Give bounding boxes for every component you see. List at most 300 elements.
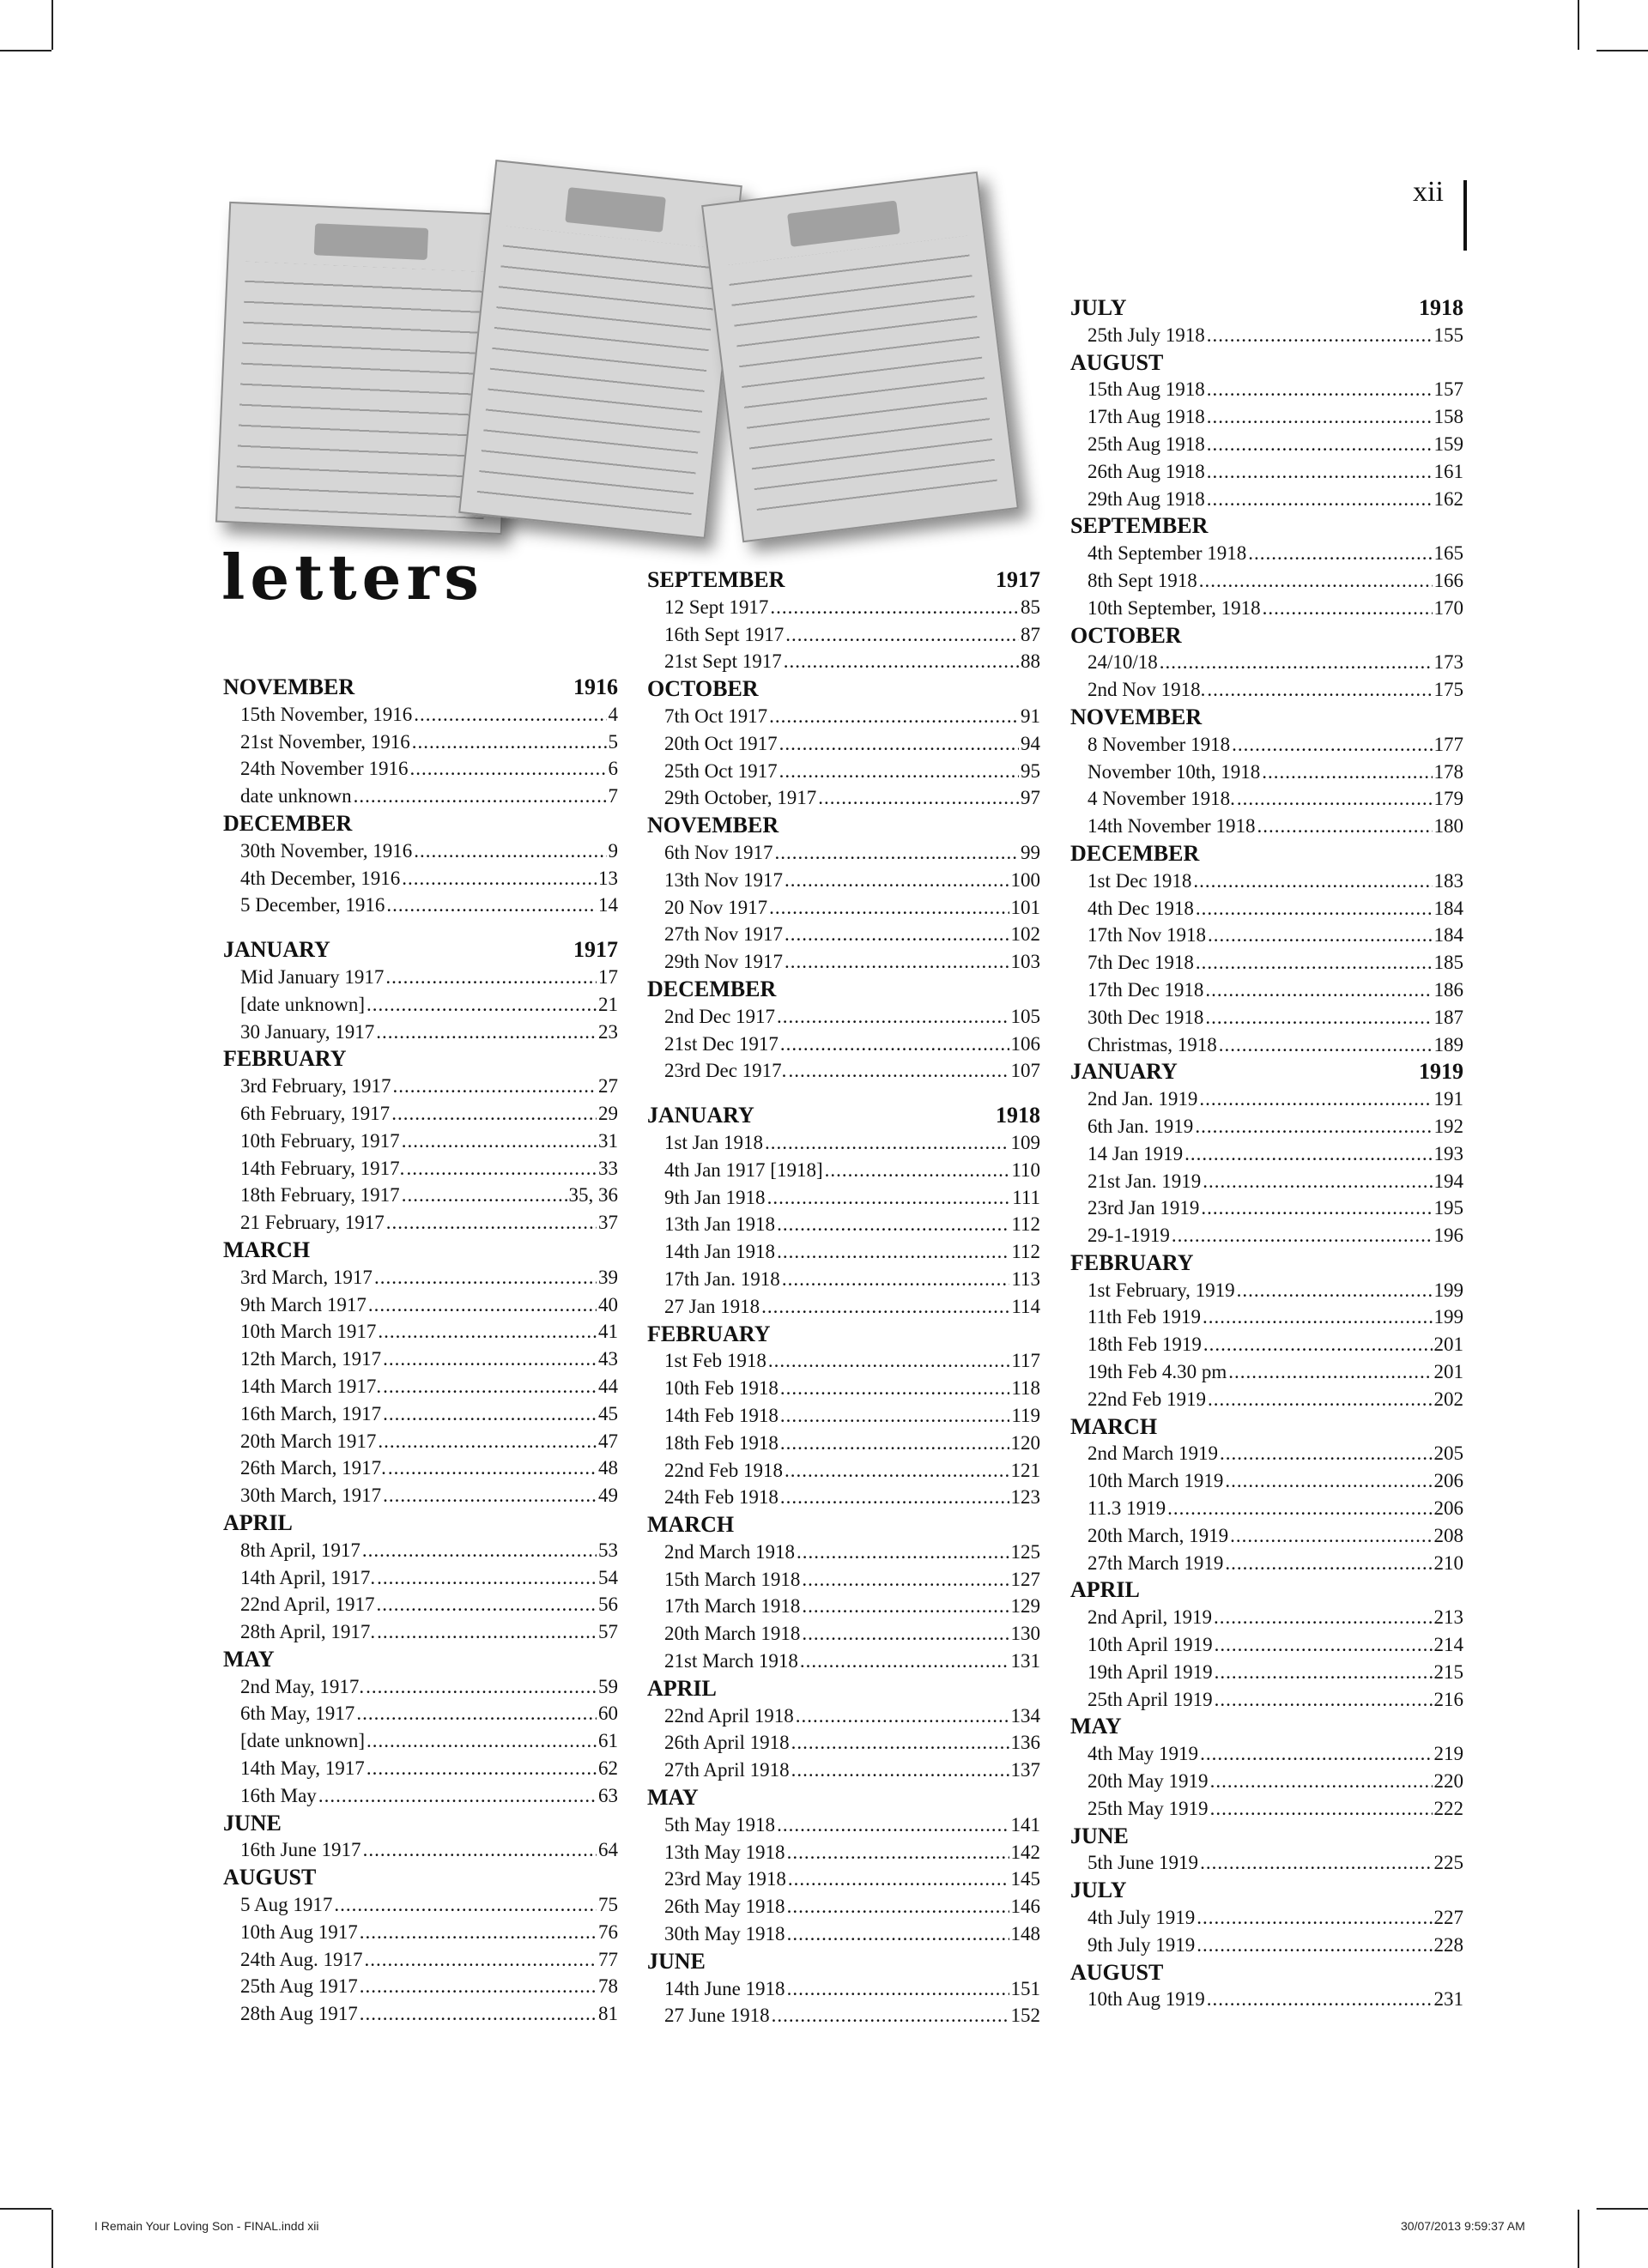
letter-date: 1st February, 1919 bbox=[1088, 1279, 1235, 1301]
page-ref: 222 bbox=[1433, 1797, 1463, 1819]
dot-leader bbox=[377, 1564, 597, 1592]
page-ref: 85 bbox=[1021, 596, 1040, 618]
dot-leader bbox=[1167, 1495, 1432, 1522]
page-ref: 48 bbox=[598, 1457, 618, 1479]
letter-date: 4 November 1918. bbox=[1088, 788, 1235, 810]
dot-leader bbox=[360, 2000, 597, 2028]
dot-leader bbox=[779, 758, 1019, 785]
page-ref: 97 bbox=[1021, 787, 1040, 809]
dot-leader bbox=[1199, 567, 1433, 595]
page-ref: 75 bbox=[598, 1894, 618, 1916]
letter-date: 2nd April, 1919 bbox=[1088, 1606, 1213, 1629]
page-ref: 87 bbox=[1021, 623, 1040, 645]
letter-entry bbox=[1070, 486, 1463, 513]
letter-photographs bbox=[219, 163, 1034, 541]
letter-date: 16th Sept 1917 bbox=[664, 623, 785, 645]
dot-leader bbox=[356, 1700, 597, 1727]
page-ref: 131 bbox=[1010, 1650, 1040, 1672]
page-ref: 127 bbox=[1010, 1568, 1040, 1590]
letter-entry bbox=[223, 1182, 618, 1209]
letter-entry bbox=[223, 1591, 618, 1618]
letter-date: 26th May 1918 bbox=[664, 1896, 785, 1918]
letter-date: 26th April 1918 bbox=[664, 1732, 790, 1754]
dot-leader bbox=[769, 894, 1009, 922]
page-number: xii bbox=[1413, 176, 1444, 208]
letter-date: 20th March 1917 bbox=[240, 1430, 377, 1452]
letter-entry bbox=[647, 1457, 1040, 1485]
dot-leader bbox=[780, 1484, 1009, 1511]
dot-leader bbox=[318, 1782, 597, 1810]
dot-leader bbox=[388, 1455, 597, 1482]
year-label: 1916 bbox=[573, 674, 618, 699]
letter-entry bbox=[223, 2000, 618, 2028]
letter-entry bbox=[647, 1866, 1040, 1893]
letter-entry bbox=[647, 867, 1040, 894]
letter-entry bbox=[1070, 949, 1463, 977]
letter-date: 8th Sept 1918 bbox=[1088, 569, 1197, 591]
page-ref: 27 bbox=[598, 1075, 618, 1098]
letter-entry bbox=[647, 1266, 1040, 1293]
letter-entry bbox=[1070, 1659, 1463, 1686]
month-name: NOVEMBER bbox=[647, 813, 779, 838]
letter-date: 6th February, 1917 bbox=[240, 1102, 391, 1124]
month-heading bbox=[647, 976, 1040, 1003]
letter-date: 23rd Dec 1917. bbox=[664, 1060, 787, 1082]
letter-entry bbox=[1070, 376, 1463, 403]
letter-entry bbox=[223, 1537, 618, 1564]
dot-leader bbox=[362, 1537, 597, 1564]
letter-entry bbox=[647, 1620, 1040, 1648]
dot-leader bbox=[796, 1703, 1009, 1730]
page-ref: 62 bbox=[598, 1757, 618, 1780]
letter-date: 14th Jan 1918 bbox=[664, 1241, 776, 1263]
ymca-letter-photo bbox=[458, 160, 742, 539]
letter-entry bbox=[1070, 540, 1463, 567]
dot-leader bbox=[1197, 1932, 1432, 1959]
letter-entry bbox=[223, 1973, 618, 2000]
footer-timestamp: 30/07/2013 9:59:37 AM bbox=[1401, 2219, 1525, 2233]
dot-leader bbox=[391, 1100, 597, 1128]
month-name: MAY bbox=[647, 1785, 699, 1811]
page-ref: 88 bbox=[1021, 650, 1040, 673]
letter-entry bbox=[223, 701, 618, 729]
letter-entry bbox=[223, 1946, 618, 1974]
letter-date: 24th Aug. 1917 bbox=[240, 1948, 363, 1970]
letter-date: 16th March, 1917 bbox=[240, 1402, 382, 1424]
page-ref: 225 bbox=[1433, 1852, 1463, 1874]
dot-leader bbox=[374, 1264, 597, 1291]
page-ref: 54 bbox=[598, 1566, 618, 1588]
letter-entry bbox=[1070, 1222, 1463, 1249]
letter-entry bbox=[223, 1155, 618, 1182]
letter-entry bbox=[1070, 431, 1463, 458]
letter-date: 20th March, 1919 bbox=[1088, 1524, 1229, 1546]
page-ref: 112 bbox=[1011, 1241, 1040, 1263]
letter-entry bbox=[1070, 1086, 1463, 1113]
dot-leader bbox=[1262, 759, 1432, 786]
dot-leader bbox=[402, 1128, 597, 1155]
page-ref: 77 bbox=[598, 1948, 618, 1970]
page-ref: 121 bbox=[1010, 1459, 1040, 1481]
dot-leader bbox=[797, 1539, 1009, 1566]
letter-entry bbox=[1070, 1495, 1463, 1522]
page-ref: 91 bbox=[1021, 705, 1040, 727]
month-heading bbox=[1070, 1576, 1463, 1604]
letter-date: 28th April, 1917. bbox=[240, 1621, 376, 1643]
letter-date: 14th November 1918 bbox=[1088, 815, 1256, 838]
letter-entry bbox=[647, 758, 1040, 785]
page-ref: 102 bbox=[1010, 923, 1040, 946]
letter-date: 2nd March 1918 bbox=[664, 1540, 796, 1563]
crop-mark bbox=[0, 2208, 52, 2210]
dot-leader bbox=[360, 1973, 597, 2000]
month-heading bbox=[223, 1045, 618, 1073]
dot-leader bbox=[1207, 1986, 1433, 2013]
dot-leader bbox=[367, 1755, 597, 1782]
page-ref: 119 bbox=[1011, 1404, 1040, 1426]
dot-leader bbox=[1203, 1168, 1432, 1195]
letter-entry bbox=[647, 1211, 1040, 1238]
letter-date: 24/10/18 bbox=[1088, 651, 1158, 674]
page-ref: 60 bbox=[598, 1703, 618, 1725]
letter-entry bbox=[647, 1566, 1040, 1594]
letter-entry bbox=[647, 1031, 1040, 1058]
month-name: FEBRUARY bbox=[1070, 1249, 1194, 1275]
page-ref: 173 bbox=[1433, 651, 1463, 674]
dot-leader bbox=[368, 1291, 597, 1319]
dot-leader bbox=[777, 1811, 1009, 1839]
dot-leader bbox=[1172, 1222, 1433, 1249]
page-ref: 180 bbox=[1433, 815, 1463, 838]
dot-leader bbox=[1203, 1303, 1432, 1331]
letter-date: 22nd April 1918 bbox=[664, 1704, 794, 1727]
page-ref: 159 bbox=[1433, 432, 1463, 455]
letter-date: 27 Jan 1918 bbox=[664, 1295, 760, 1317]
dot-leader bbox=[1207, 403, 1433, 431]
letter-date: [date unknown] bbox=[240, 993, 365, 1015]
month-heading bbox=[223, 674, 618, 701]
month-heading bbox=[647, 1102, 1040, 1129]
month-heading bbox=[1070, 1249, 1463, 1277]
letter-entry bbox=[223, 1073, 618, 1100]
letter-date: 10th March 1919 bbox=[1088, 1470, 1224, 1492]
page-ref: 118 bbox=[1011, 1377, 1040, 1400]
letter-entry bbox=[647, 2002, 1040, 2029]
page-ref: 57 bbox=[598, 1621, 618, 1643]
page-ref: 219 bbox=[1433, 1743, 1463, 1765]
dot-leader bbox=[780, 1402, 1009, 1430]
letter-date: 12 Sept 1917 bbox=[664, 596, 769, 618]
letter-entry bbox=[223, 1128, 618, 1155]
letter-entry bbox=[1070, 977, 1463, 1004]
dot-leader bbox=[402, 865, 597, 892]
dot-leader bbox=[1203, 1331, 1433, 1358]
dot-leader bbox=[785, 1457, 1009, 1485]
letter-entry bbox=[647, 621, 1040, 649]
month-name: DECEMBER bbox=[1070, 840, 1200, 866]
month-heading bbox=[1070, 704, 1463, 731]
page-ref: 110 bbox=[1011, 1158, 1040, 1181]
letter-entry bbox=[223, 964, 618, 991]
dot-leader bbox=[377, 1618, 597, 1646]
letter-date: 17th Dec 1918 bbox=[1088, 978, 1204, 1001]
letter-date: 25th May 1919 bbox=[1088, 1797, 1209, 1819]
letter-date: 17th Aug 1918 bbox=[1088, 406, 1205, 428]
letter-entry bbox=[223, 1291, 618, 1319]
letter-entry bbox=[1070, 1904, 1463, 1932]
page-ref: 194 bbox=[1433, 1170, 1463, 1192]
dot-leader bbox=[1230, 1522, 1432, 1550]
letter-date: 18th Feb 1919 bbox=[1088, 1334, 1202, 1356]
page-ref: 214 bbox=[1433, 1634, 1463, 1656]
letter-entry bbox=[223, 1455, 618, 1482]
letter-entry bbox=[1070, 868, 1463, 895]
year-label: 1917 bbox=[573, 937, 618, 963]
page-ref: 129 bbox=[1010, 1595, 1040, 1618]
letter-date: 9th July 1919 bbox=[1088, 1933, 1196, 1956]
page-ref: 175 bbox=[1433, 679, 1463, 701]
month-heading bbox=[223, 1810, 618, 1837]
letter-entry bbox=[647, 921, 1040, 948]
letter-date: 9th March 1917 bbox=[240, 1293, 367, 1315]
page-ref: 9 bbox=[608, 839, 618, 862]
page-number-rule bbox=[1463, 180, 1467, 251]
dot-leader bbox=[761, 1293, 1009, 1321]
month-heading bbox=[1070, 622, 1463, 650]
letter-entry bbox=[647, 1157, 1040, 1184]
letter-date: 21st Jan. 1919 bbox=[1088, 1170, 1202, 1192]
month-name: NOVEMBER bbox=[223, 674, 355, 699]
page-ref: 112 bbox=[1011, 1213, 1040, 1236]
year-label: 1918 bbox=[996, 1103, 1040, 1128]
month-name: OCTOBER bbox=[647, 676, 759, 702]
section-gap bbox=[223, 919, 618, 936]
letter-entry bbox=[1070, 1849, 1463, 1877]
letter-entry bbox=[647, 1839, 1040, 1866]
dot-leader bbox=[818, 784, 1019, 812]
page-ref: 185 bbox=[1433, 952, 1463, 974]
page-ref: 33 bbox=[598, 1157, 618, 1179]
letter-date: 18th Feb 1918 bbox=[664, 1431, 779, 1454]
letter-date: 28th Aug 1917 bbox=[240, 2003, 358, 2025]
page-ref: 81 bbox=[598, 2003, 618, 2025]
letter-date: 19th Feb 4.30 pm bbox=[1088, 1361, 1227, 1383]
page-ref: 201 bbox=[1433, 1334, 1463, 1356]
letter-date: 4th Jan 1917 [1918] bbox=[664, 1158, 823, 1181]
month-heading bbox=[1070, 1413, 1463, 1441]
page-ref: 146 bbox=[1010, 1896, 1040, 1918]
letter-entry bbox=[1070, 922, 1463, 949]
month-name: MARCH bbox=[647, 1512, 735, 1538]
letter-date: 5 Aug 1917 bbox=[240, 1894, 333, 1916]
letter-entry bbox=[647, 1920, 1040, 1948]
letter-entry bbox=[1070, 1140, 1463, 1168]
page-ref: 210 bbox=[1433, 1551, 1463, 1574]
letter-entry bbox=[1070, 1604, 1463, 1631]
letter-entry bbox=[647, 1129, 1040, 1157]
page-ref: 7 bbox=[608, 785, 618, 807]
month-heading bbox=[1070, 349, 1463, 377]
dot-leader bbox=[1237, 785, 1433, 813]
page-ref: 206 bbox=[1433, 1470, 1463, 1492]
letter-date: 20th May 1919 bbox=[1088, 1770, 1209, 1793]
dot-leader bbox=[376, 1019, 597, 1046]
page-ref: 199 bbox=[1433, 1279, 1463, 1301]
dot-leader bbox=[392, 1073, 597, 1100]
kangaroo-letter-photo bbox=[701, 172, 1019, 543]
dot-leader bbox=[780, 1031, 1009, 1058]
page-ref: 196 bbox=[1433, 1225, 1463, 1247]
page-ref: 145 bbox=[1010, 1868, 1040, 1890]
letter-entry bbox=[647, 1003, 1040, 1031]
dot-leader bbox=[383, 1400, 597, 1428]
page-ref: 189 bbox=[1433, 1033, 1463, 1055]
dot-leader bbox=[1184, 1140, 1432, 1168]
letter-date: 11.3 1919 bbox=[1088, 1497, 1166, 1520]
page-ref: 186 bbox=[1433, 978, 1463, 1001]
letter-entry bbox=[647, 839, 1040, 867]
letter-date: 26th March, 1917. bbox=[240, 1457, 386, 1479]
crop-mark bbox=[52, 2210, 53, 2268]
letter-entry bbox=[1070, 1522, 1463, 1550]
dot-leader bbox=[363, 1836, 597, 1864]
month-name: FEBRUARY bbox=[223, 1046, 347, 1072]
dot-leader bbox=[787, 1839, 1009, 1866]
letter-entry bbox=[223, 1673, 618, 1701]
letter-entry bbox=[223, 1019, 618, 1046]
page-ref: 213 bbox=[1433, 1606, 1463, 1629]
page-ref: 113 bbox=[1011, 1267, 1040, 1290]
page-ref: 59 bbox=[598, 1675, 618, 1697]
letter-date: 20th Oct 1917 bbox=[664, 732, 778, 754]
dot-leader bbox=[785, 921, 1009, 948]
month-name: OCTOBER bbox=[1070, 622, 1182, 648]
letter-entry bbox=[1070, 813, 1463, 840]
page-ref: 107 bbox=[1010, 1060, 1040, 1082]
letter-date: 4th September 1918 bbox=[1088, 542, 1247, 565]
dot-leader bbox=[787, 1920, 1009, 1948]
dot-leader bbox=[1207, 322, 1433, 349]
month-name: APRIL bbox=[223, 1509, 293, 1535]
letter-date: 20 Nov 1917 bbox=[664, 896, 768, 918]
letter-entry bbox=[1070, 759, 1463, 786]
letter-date: 10th April 1919 bbox=[1088, 1634, 1213, 1656]
letter-entry bbox=[223, 865, 618, 892]
letter-date: 1st Jan 1918 bbox=[664, 1131, 763, 1153]
letter-date: 29-1-1919 bbox=[1088, 1225, 1170, 1247]
letter-date: 6th Jan. 1919 bbox=[1088, 1115, 1194, 1137]
dot-leader bbox=[1248, 540, 1432, 567]
page-ref: 4 bbox=[608, 703, 618, 725]
page-ref: 178 bbox=[1433, 760, 1463, 783]
page-ref: 103 bbox=[1010, 951, 1040, 973]
letter-entry bbox=[223, 1919, 618, 1946]
month-name: JANUARY bbox=[223, 937, 330, 963]
dot-leader bbox=[788, 1057, 1009, 1085]
page-ref: 13 bbox=[598, 867, 618, 889]
page-ref: 21 bbox=[598, 993, 618, 1015]
page-ref: 117 bbox=[1011, 1350, 1040, 1372]
letter-entry bbox=[1070, 458, 1463, 486]
letter-entry bbox=[1070, 785, 1463, 813]
month-heading bbox=[647, 675, 1040, 703]
letter-date: 7th Oct 1917 bbox=[664, 705, 768, 727]
letter-date: 25th April 1919 bbox=[1088, 1688, 1213, 1710]
dot-leader bbox=[802, 1593, 1009, 1620]
letter-entry bbox=[647, 1347, 1040, 1375]
letter-date: 18th February, 1917 bbox=[240, 1184, 400, 1207]
page-ref: 227 bbox=[1433, 1907, 1463, 1929]
month-name: AUGUST bbox=[1070, 1959, 1164, 1985]
letter-entry bbox=[1070, 1031, 1463, 1059]
letter-date: 10th Aug 1917 bbox=[240, 1920, 358, 1943]
page-ref: 142 bbox=[1010, 1841, 1040, 1863]
letter-date: 2nd Dec 1917 bbox=[664, 1005, 776, 1027]
dot-leader bbox=[785, 621, 1019, 649]
letter-date: 23rd Jan 1919 bbox=[1088, 1197, 1200, 1219]
letter-entry bbox=[1070, 1331, 1463, 1358]
letter-entry bbox=[1070, 1386, 1463, 1413]
letter-entry bbox=[647, 1184, 1040, 1212]
letter-entry bbox=[223, 1428, 618, 1455]
dot-leader bbox=[385, 964, 597, 991]
dot-leader bbox=[768, 1347, 1010, 1375]
letter-entry bbox=[1070, 676, 1463, 704]
letter-date: 2nd Jan. 1919 bbox=[1088, 1088, 1198, 1110]
dot-leader bbox=[802, 1566, 1009, 1594]
letter-entry bbox=[1070, 1631, 1463, 1659]
letter-date: 23rd May 1918 bbox=[664, 1868, 786, 1890]
crop-mark bbox=[0, 50, 52, 51]
page-ref: 202 bbox=[1433, 1388, 1463, 1410]
dot-leader bbox=[367, 1727, 597, 1755]
letter-entry bbox=[223, 1264, 618, 1291]
letter-entry bbox=[223, 892, 618, 919]
contents-column-1 bbox=[223, 674, 618, 2028]
letter-entry bbox=[647, 1729, 1040, 1757]
dot-leader bbox=[354, 783, 607, 810]
letter-date: 21st Dec 1917 bbox=[664, 1032, 779, 1055]
letter-entry bbox=[647, 1648, 1040, 1675]
page-ref: 53 bbox=[598, 1539, 618, 1561]
page-ref: 111 bbox=[1012, 1186, 1040, 1208]
dot-leader bbox=[1215, 1659, 1433, 1686]
letter-date: 21st Sept 1917 bbox=[664, 650, 782, 673]
page-ref: 179 bbox=[1433, 788, 1463, 810]
letter-entry bbox=[647, 1430, 1040, 1457]
dot-leader bbox=[1200, 1740, 1432, 1768]
month-name: JULY bbox=[1070, 1878, 1127, 1903]
page-ref: 95 bbox=[1021, 759, 1040, 782]
letter-date: 10th Aug 1919 bbox=[1088, 1988, 1205, 2011]
month-name: DECEMBER bbox=[223, 810, 353, 836]
dot-leader bbox=[1208, 922, 1433, 949]
dot-leader bbox=[1193, 868, 1432, 895]
dot-leader bbox=[1214, 1604, 1432, 1631]
letter-date: 15th Aug 1918 bbox=[1088, 378, 1205, 401]
dot-leader bbox=[1225, 1467, 1432, 1495]
page-ref: 61 bbox=[598, 1730, 618, 1752]
dot-leader bbox=[414, 838, 606, 865]
letter-entry bbox=[1070, 895, 1463, 922]
letter-entry bbox=[223, 1318, 618, 1346]
page-ref: 14 bbox=[598, 894, 618, 916]
letter-entry bbox=[223, 1209, 618, 1237]
letter-date: 21 February, 1917 bbox=[240, 1212, 385, 1234]
letter-entry bbox=[1070, 1440, 1463, 1467]
month-heading bbox=[223, 1864, 618, 1891]
letter-entry bbox=[647, 1539, 1040, 1566]
